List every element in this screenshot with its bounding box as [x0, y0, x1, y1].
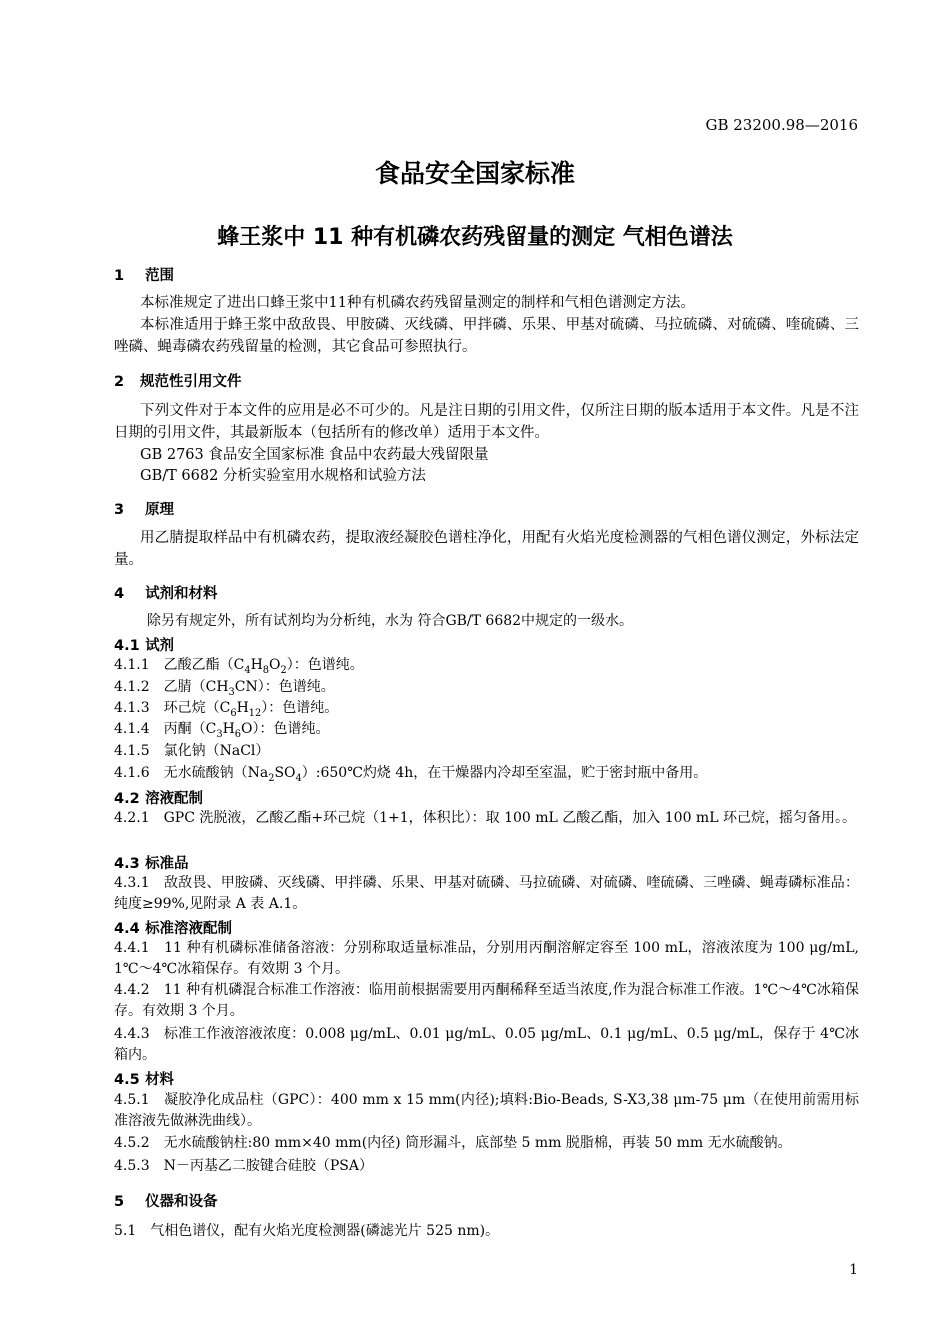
reagent-item: 4.1.5 氯化钠（NaCl）	[114, 743, 270, 759]
document-title: 蜂王浆中 11 种有机磷农药残留量的测定 气相色谱法	[217, 225, 733, 250]
reagent-item: 4.1.1 乙酸乙酯$(C_4H_8O_2)$：色谱纯。	[114, 657, 364, 676]
solution-item: 4.2.1 GPC 洗脱液，乙酸乙酯+环己烷（1+1，体积比）：取 100 mL 乙酸乙酯，加入 100 mL 环己烷，摇匀备用。。	[114, 810, 856, 826]
standard-item: 4.3.1 敌敌畏、甲胺磷、灭线磷、甲拌磷、乐果、甲基对硫磷、马拉硫磷、对硫磷、喹硫磷、三唑磷、蝇毒磷标准品：纯度≥99%,见附录 A 表 A.1。	[114, 875, 859, 912]
section-4-2-heading: 4.2 溶液配制	[114, 791, 204, 807]
standard-solution-item: 4.4.3 标准工作液溶液浓度：0.008 μg/mL、0.01 μg/mL、0.05 μg/mL、0.1 μg/mL、0.5 μg/mL，保存于 4℃冰箱内。	[114, 1026, 860, 1063]
material-item: 4.5.1 凝胶净化成品柱（GPC）：400 mm x 15 mm(内径);填料:Bio-Beads, S-X3,38 μm-75 μm（在使用前需用标准溶液先做淋洗曲线）。	[114, 1092, 859, 1129]
reagent-item: 4.1.2 乙腈$(CH_3CN)$：色谱纯。	[114, 679, 335, 698]
section-3-para-1: 用乙腈提取样品中有机磷农药，提取液经凝胶色谱柱净化，用配有火焰光度检测器的气相色谱仪测定，外标法定量。	[114, 530, 859, 568]
section-4-heading: 4 试剂和材料	[114, 586, 218, 602]
reference-item: GB 2763 食品安全国家标准 食品中农药最大残留限量	[140, 447, 489, 463]
section-4-5-heading: 4.5 材料	[114, 1072, 175, 1088]
material-item: 4.5.3 N－丙基乙二胺键合硅胶（PSA）	[114, 1158, 373, 1174]
standard-solution-item: 4.4.1 11 种有机磷标准储备溶液：分别称取适量标准品，分别用丙酮溶解定容至 100 mL，溶液浓度为 100 μg/mL, 1℃～4℃冰箱保存。有效期 3 个月。	[114, 940, 859, 977]
reference-item: GB/T 6682 分析实验室用水规格和试验方法	[140, 468, 426, 484]
standard-title: 食品安全国家标准	[374, 159, 575, 188]
section-4-3-heading: 4.3 标准品	[114, 856, 189, 872]
material-item: 4.5.2 无水硫酸钠柱:80 mm×40 mm(内径) 筒形漏斗，底部垫 5 mm 脱脂棉，再装 50 mm 无水硫酸钠。	[114, 1135, 792, 1151]
page-number: 1	[849, 1262, 858, 1278]
reagent-item: 4.1.4 丙酮$(C_3H_6O)$：色谱纯。	[114, 721, 330, 740]
reagent-item: 4.1.6 无水硫酸钠$(Na_2SO_4):650℃$灼烧 4h，在干燥器内冷却至室温，贮于密封瓶中备用。	[114, 765, 708, 784]
section-3-heading: 3 原理	[114, 502, 175, 518]
standard-solution-item: 4.4.2 11 种有机磷混合标准工作溶液：临用前根据需要用丙酮稀释至适当浓度,作为混合标准工作液。1℃～4℃冰箱保存。有效期 3 个月。	[114, 982, 859, 1019]
section-1-heading: 1 范围	[114, 268, 175, 284]
section-1-para-1: 本标准规定了进出口蜂王浆中11种有机磷农药残留量测定的制样和气相色谱测定方法。	[140, 295, 695, 311]
instrument-item: 5.1 气相色谱仪，配有火焰光度检测器(磷滤光片 525 nm)。	[114, 1223, 500, 1239]
section-4-intro: 除另有规定外，所有试剂均为分析纯，水为 符合GB/T 6682中规定的一级水。	[147, 613, 634, 629]
section-2-heading: 2 规范性引用文件	[114, 374, 242, 390]
document-code: GB 23200.98—2016	[705, 116, 858, 134]
section-2-para-1: 下列文件对于本文件的应用是必不可少的。凡是注日期的引用文件，仅所注日期的版本适用于本文件。凡是不注日期的引用文件，其最新版本（包括所有的修改单）适用于本文件。	[114, 403, 859, 441]
section-4-4-heading: 4.4 标准溶液配制	[114, 921, 233, 937]
reagent-item: 4.1.3 环己烷$(C_6H_{12})$：色谱纯。	[114, 700, 339, 719]
section-1-para-2: 本标准适用于蜂王浆中敌敌畏、甲胺磷、灭线磷、甲拌磷、乐果、甲基对硫磷、马拉硫磷、对硫磷、喹硫磷、三唑磷、蝇毒磷农药残留量的检测，其它食品可参照执行。	[114, 317, 859, 355]
section-4-1-heading: 4.1 试剂	[114, 638, 175, 654]
section-5-heading: 5 仪器和设备	[114, 1194, 218, 1210]
